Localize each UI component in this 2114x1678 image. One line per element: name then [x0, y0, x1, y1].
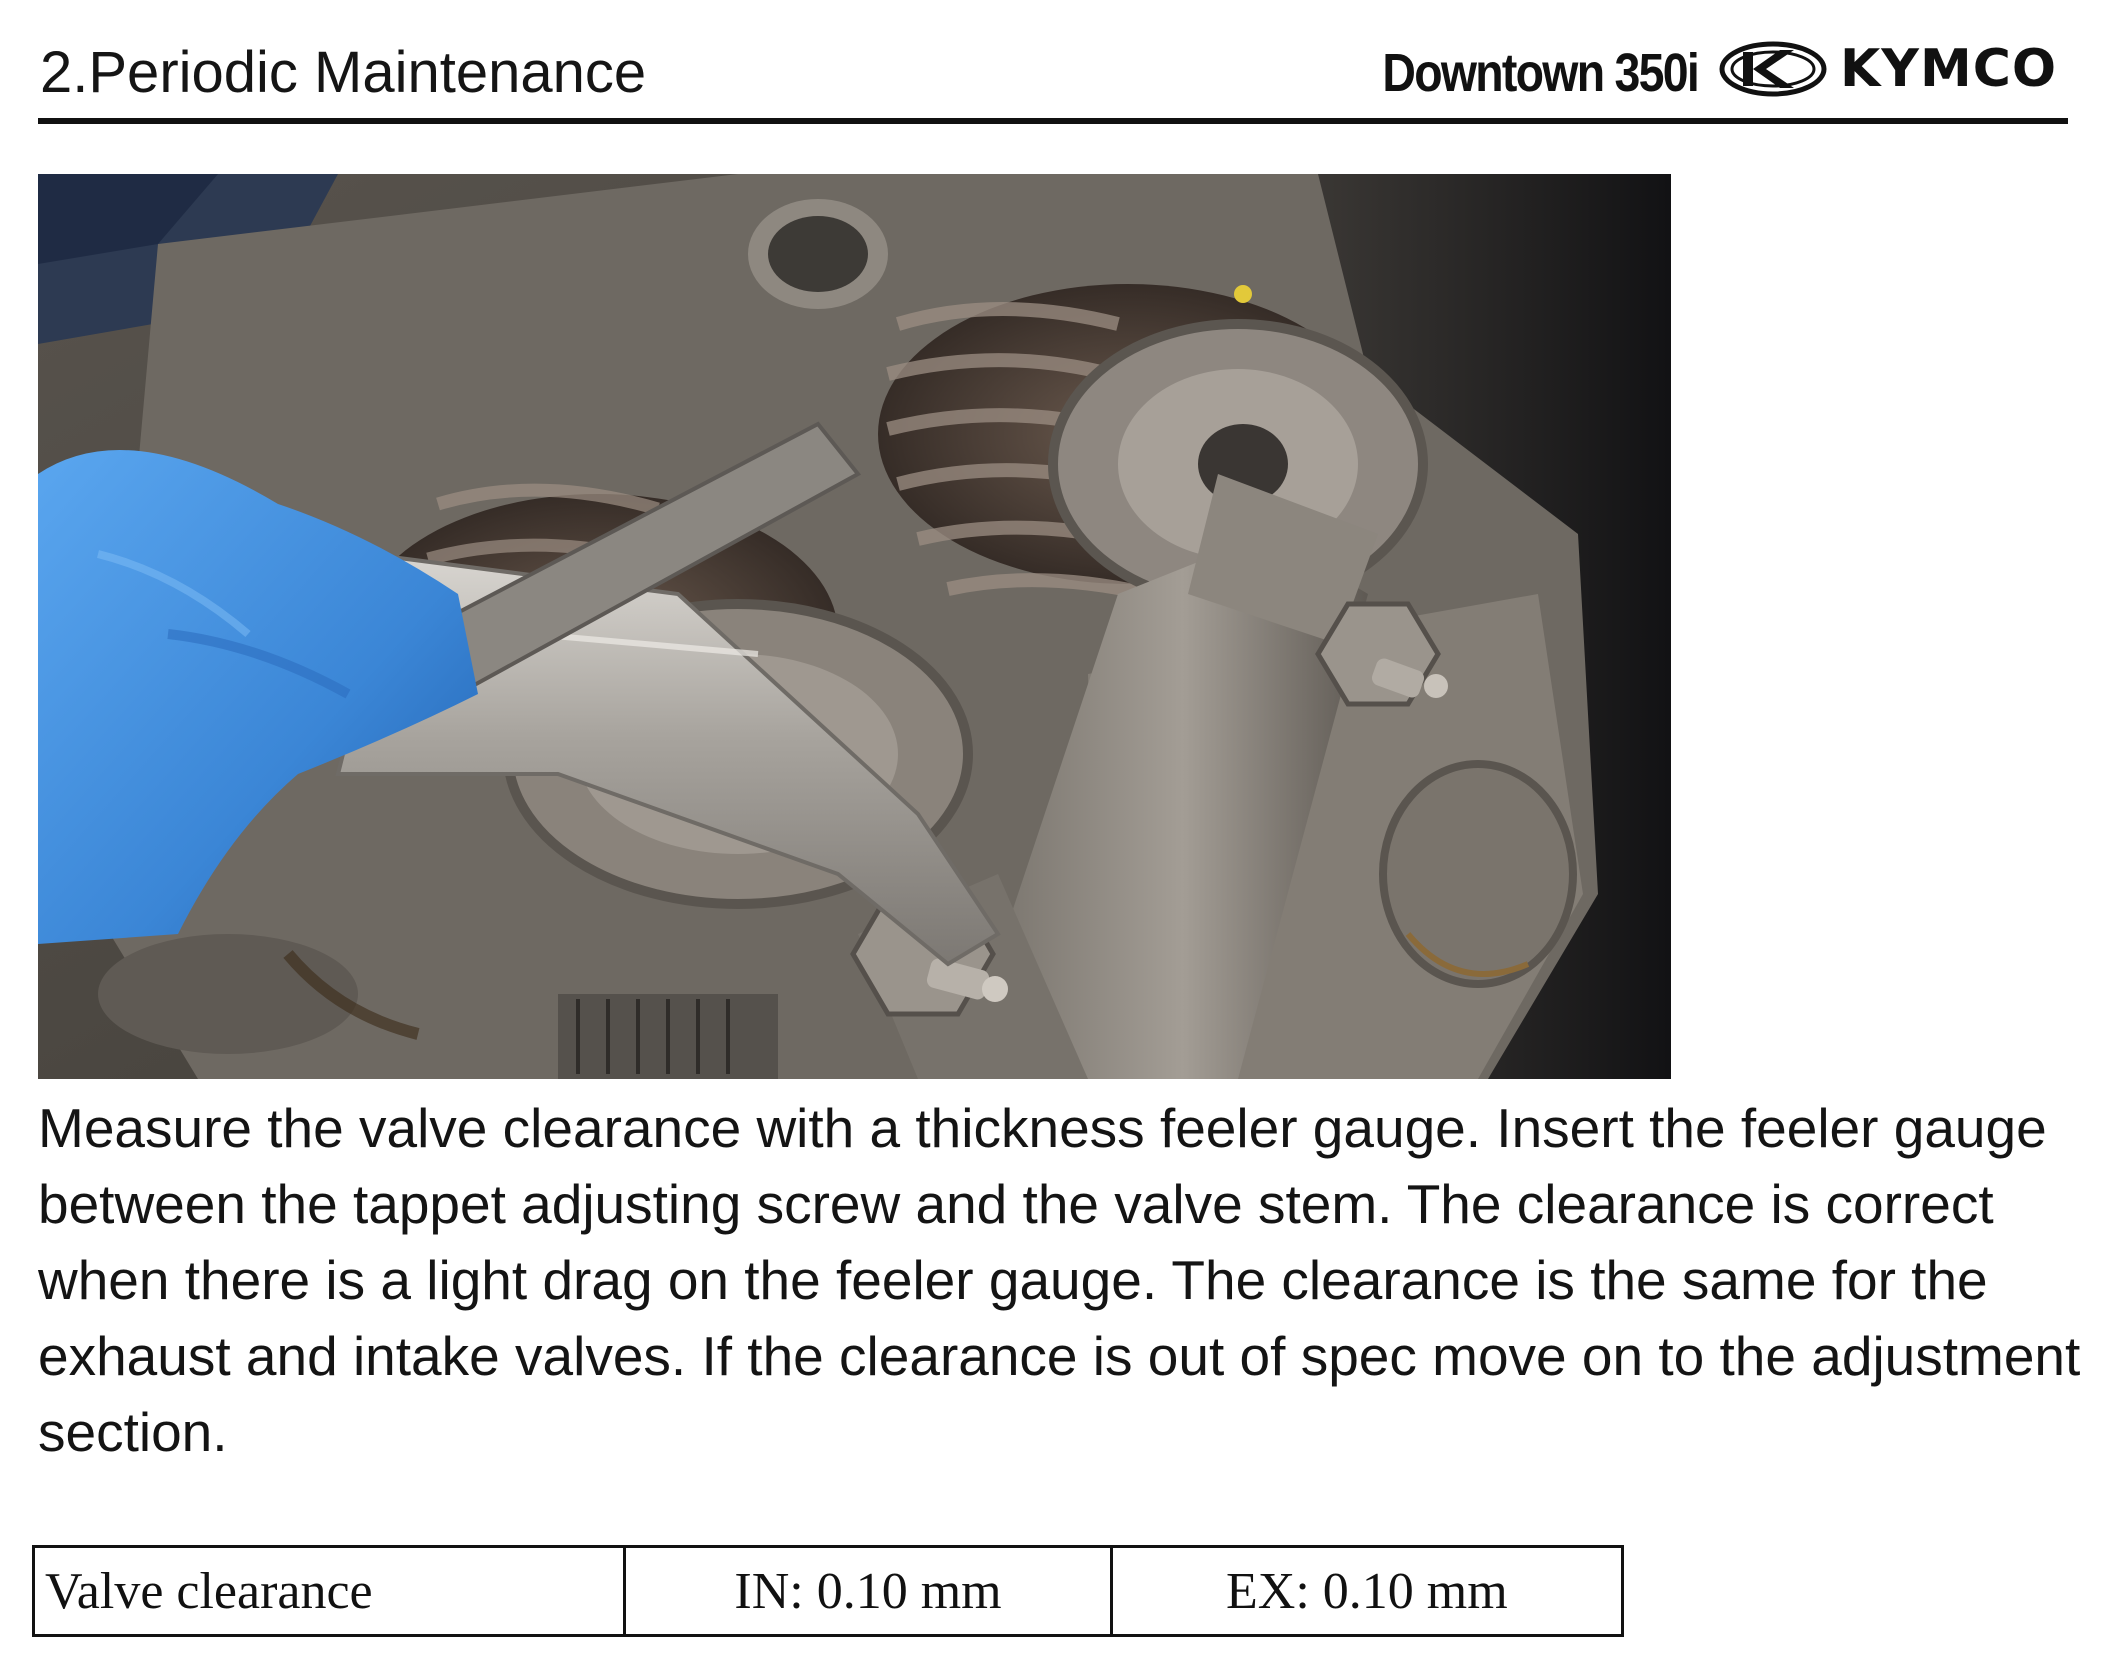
- feeler-gauge-valve-clearance-photo: [38, 174, 1671, 1079]
- page-header: [38, 30, 2068, 120]
- spec-table: [32, 1545, 1624, 1637]
- spec-item-cell: Valve clearance: [34, 1547, 625, 1636]
- exhaust-value-cell: EX: 0.10 mm: [1111, 1547, 1622, 1636]
- model-name: Downtown 350i: [1382, 43, 1698, 103]
- intake-value-cell: IN: 0.10 mm: [625, 1547, 1111, 1636]
- kymco-k-logo-icon: [1718, 40, 1828, 98]
- section-title: 2.Periodic Maintenance: [40, 40, 647, 105]
- header-rule: [38, 118, 2068, 124]
- table-row: [34, 1547, 1623, 1636]
- brand-name: KYMCO: [1840, 39, 2058, 99]
- brand-logo: [1718, 34, 2068, 104]
- instruction-paragraph: Measure the valve clearance with a thickness feeler gauge. Insert the feeler gauge between the tappet adjusting screw and the valve stem. The clearance is correct when there is a light drag on the feeler gauge. The clearance is the same for the exhaust and intake valves. If the clearance is out of spec move on to the adjustment section.: [38, 1097, 2081, 1463]
